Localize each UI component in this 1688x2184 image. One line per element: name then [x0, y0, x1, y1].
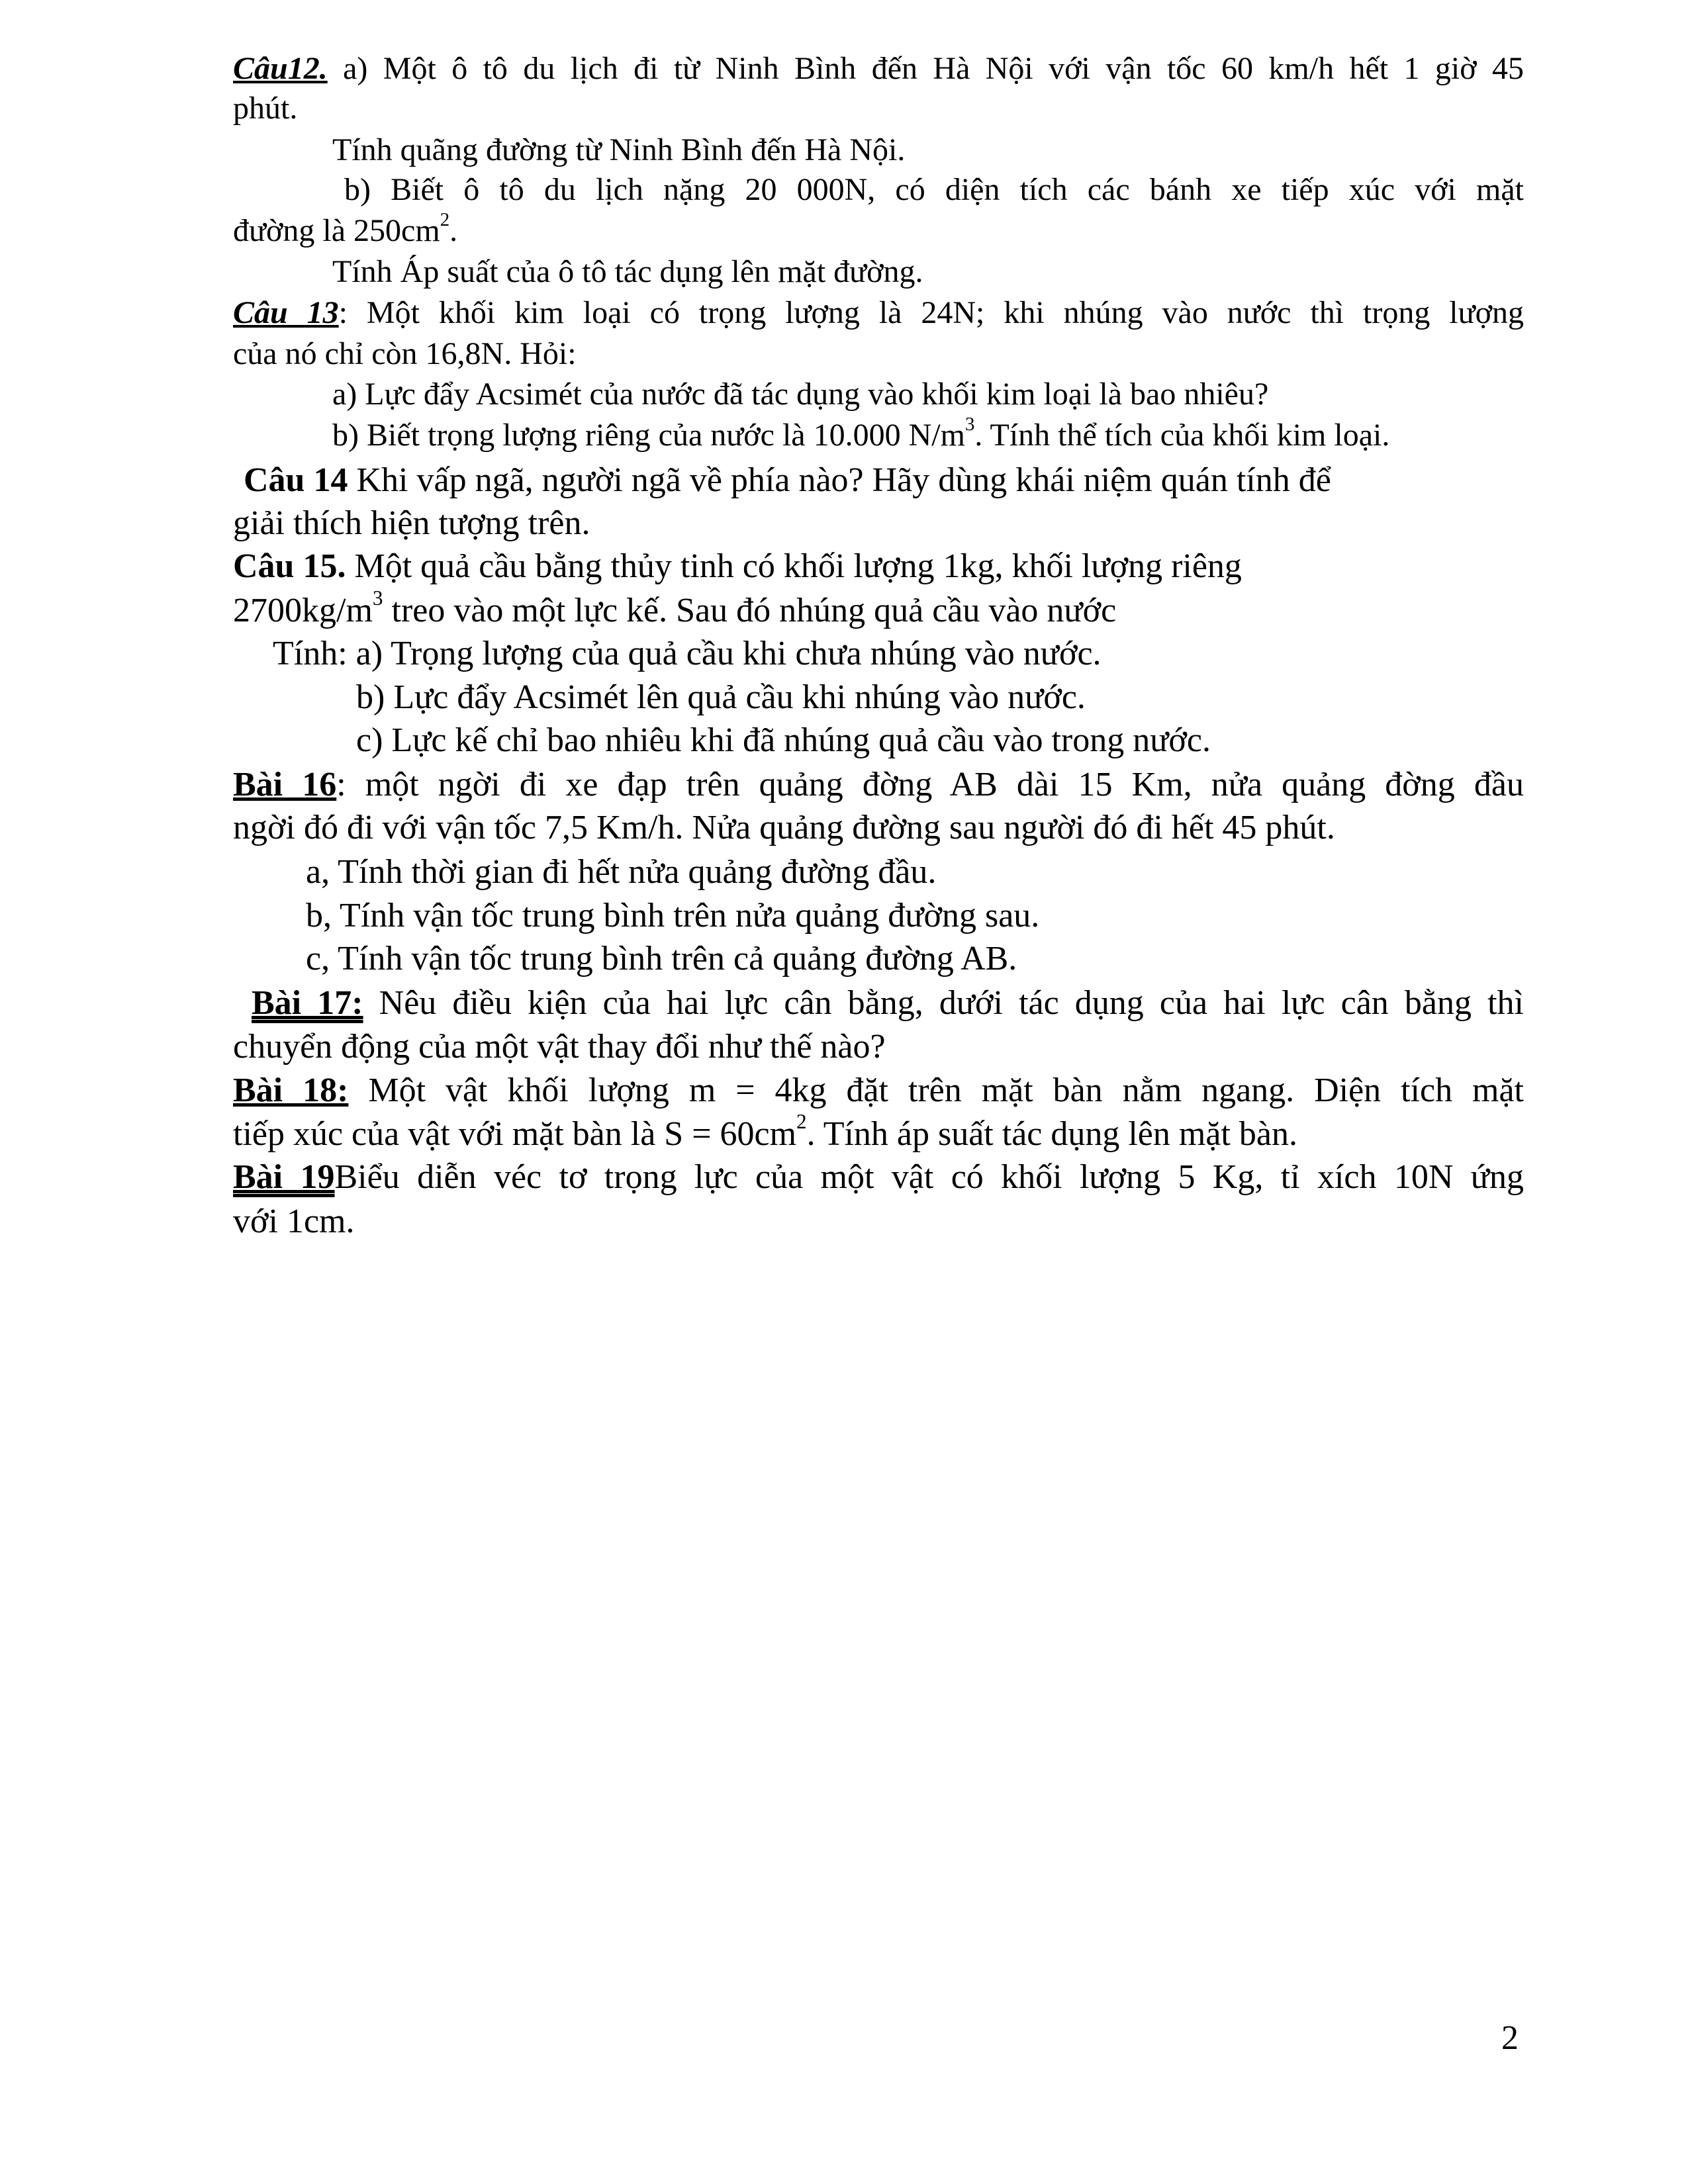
q18-text-2b: . Tính áp suất tác dụng lên mặt bàn.: [806, 1115, 1297, 1153]
q18-text-1: Một vật khối lượng m = 4kg đặt trên mặt bàn nằm ngang. Diện tích mặt: [348, 1071, 1524, 1109]
q12-text-1: a) Một ô tô du lịch đi từ Ninh Bình đến Hà Nội với vận tốc 60 km/h hết 1 giờ 45: [327, 51, 1524, 86]
q12-label: Câu12.: [233, 51, 328, 86]
q18-text-2: tiếp xúc của vật với mặt bàn là S = 60cm: [233, 1115, 797, 1153]
q15-text-2: 2700kg/m: [233, 592, 373, 629]
q14-line-2: giải thích hiện tượng trên.: [233, 504, 590, 542]
q13-line-1: [233, 297, 1524, 329]
q13-line-4: [332, 413, 1623, 453]
q17-text-1: Nêu điều kiện của hai lực cân bằng, dưới tác dụng của hai lực cân bằng thì: [363, 984, 1524, 1022]
q17-label: Bài 17:: [252, 984, 363, 1022]
q19-label: Bài 19: [233, 1158, 335, 1196]
q15-sup: 3: [372, 586, 383, 610]
q13-text-4b: . Tính thể tích của khối kim loại.: [974, 418, 1390, 453]
q12-line-4: b) Biết ô tô du lịch nặng 20 000N, có diện tích các bánh xe tiếp xúc với mặt: [344, 172, 1524, 207]
q18-sup: 2: [796, 1110, 807, 1134]
q15-line-3: Tính: a) Trọng lượng của quả cầu khi chưa nhúng vào nước.: [273, 635, 1102, 672]
q12-line-1: [233, 53, 1524, 85]
q13-line-3: a) Lực đẩy Acsimét của nước đã tác dụng vào khối kim loại là bao nhiêu?: [332, 377, 1269, 412]
q18-label: Bài 18:: [233, 1071, 349, 1109]
q14-label: Câu 14: [244, 461, 348, 499]
q15-line-2: [233, 586, 1524, 629]
q19-text-1: Biểu diễn véc tơ trọng lực của một vật có khối lượng 5 Kg, tỉ xích 10N ứng: [334, 1158, 1524, 1196]
page-number: 2: [1501, 2019, 1519, 2057]
q15-text-1: Một quả cầu bằng thủy tinh có khối lượng 1kg, khối lượng riêng: [346, 547, 1242, 585]
q18-line-1: [233, 1073, 1524, 1108]
q12-line-2: phút.: [233, 91, 298, 126]
q12-line-5: [233, 208, 1524, 248]
q19-line-2: với 1cm.: [233, 1203, 355, 1240]
q12-line-6: Tính Áp suất của ô tô tác dụng lên mặt đường.: [332, 254, 923, 289]
q15-label: Câu 15.: [233, 547, 346, 585]
q15-line-5: c) Lực kế chỉ bao nhiêu khi đã nhúng quả cầu vào trong nước.: [356, 721, 1211, 759]
q16-line-4: b, Tính vận tốc trung bình trên nửa quảng đường sau.: [306, 897, 1040, 934]
q15-text-2b: treo vào một lực kế. Sau đó nhúng quả cầu vào nước: [383, 592, 1117, 629]
q13-text-1: : Một khối kim loại có trọng lượng là 24N; khi nhúng vào nước thì trọng lượng: [338, 295, 1524, 330]
q16-text-1: : một ngời đi xe đạp trên quảng đờng AB dài 15 Km, nửa quảng đờng đầu: [336, 766, 1524, 803]
q17-line-2: chuyển động của một vật thay đổi như thế nào?: [233, 1028, 886, 1066]
q12-sup: 2: [440, 208, 450, 230]
q16-line-3: a, Tính thời gian đi hết nửa quảng đường đầu.: [306, 853, 937, 891]
q13-sup: 3: [964, 413, 975, 435]
q15-line-1: [233, 549, 1524, 584]
q16-label: Bài 16: [233, 766, 337, 803]
q13-line-2: của nó chỉ còn 16,8N. Hỏi:: [233, 336, 577, 371]
q18-line-2: [233, 1110, 1524, 1153]
q16-line-5: c, Tính vận tốc trung bình trên cả quảng đường AB.: [306, 940, 1017, 978]
q12-line-3: Tính quãng đường từ Ninh Bình đến Hà Nội.: [332, 132, 906, 167]
q16-line-2: ngời đó đi với vận tốc 7,5 Km/h. Nửa quảng đường sau người đó đi hết 45 phút.: [233, 809, 1335, 846]
q13-text-4: b) Biết trọng lượng riêng của nước là 10.000 N/m: [332, 418, 965, 453]
q13-label: Câu 13: [233, 295, 339, 330]
q19-line-1: [233, 1160, 1524, 1195]
q15-line-4: b) Lực đẩy Acsimét lên quả cầu khi nhúng vào nước.: [356, 678, 1086, 716]
q12-text-5: đường là 250cm: [233, 213, 440, 248]
q14-line-1: [244, 463, 1534, 498]
q12-text-5b: .: [449, 213, 458, 248]
q17-line-1: [252, 986, 1524, 1021]
q14-text-1: Khi vấp ngã, người ngã về phía nào? Hãy dùng khái niệm quán tính để: [348, 461, 1331, 499]
q16-line-1: [233, 768, 1524, 802]
